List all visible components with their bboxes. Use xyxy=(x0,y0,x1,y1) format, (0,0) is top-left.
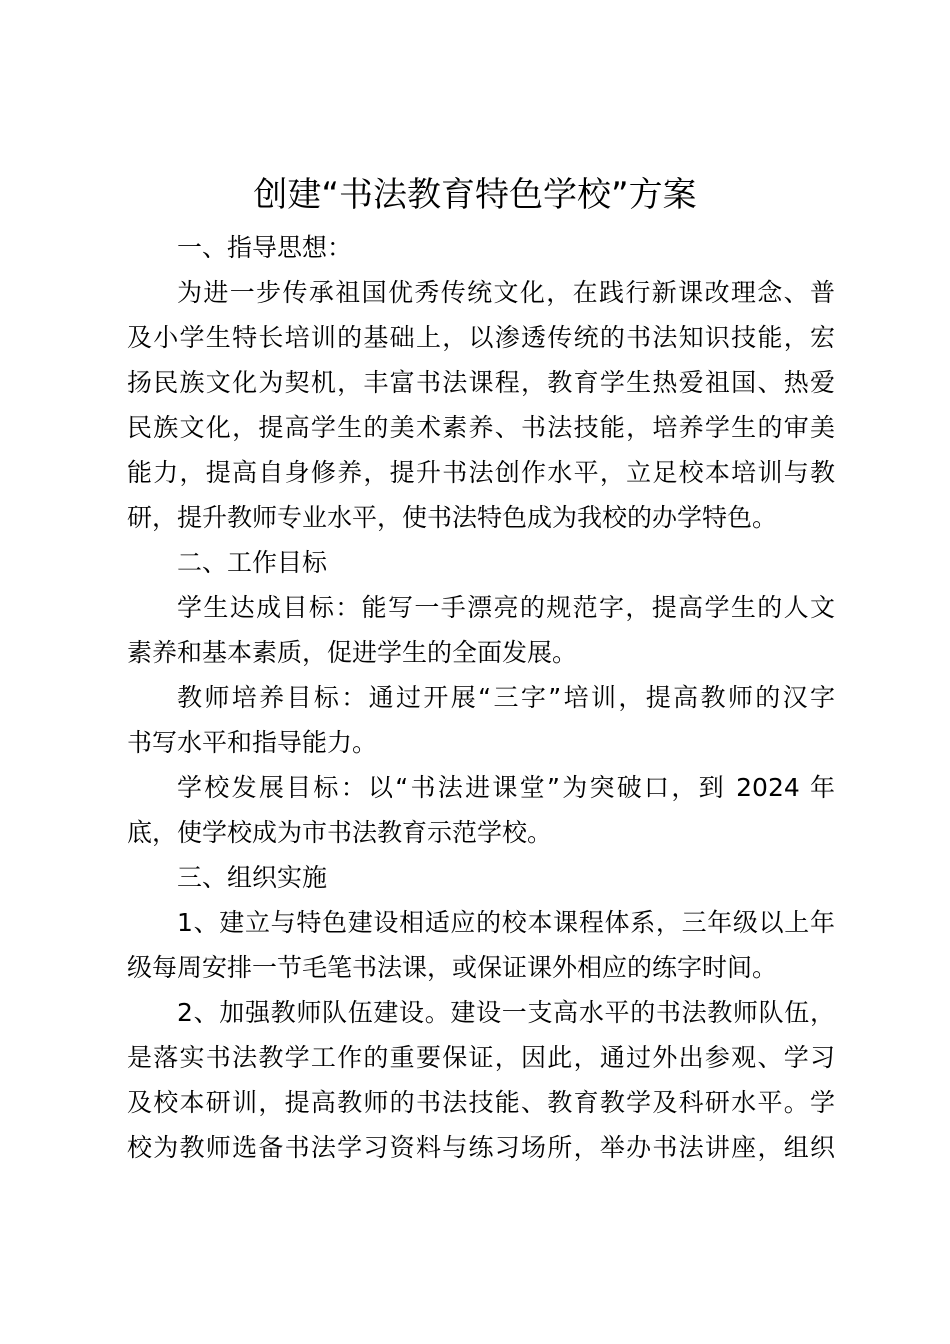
paragraph-line: 素养和基本素质，促进学生的全面发展。 xyxy=(127,638,578,667)
paragraph-line: 及校本研训，提高教师的书法技能、教育教学及科研水平。学 xyxy=(127,1088,835,1117)
paragraph-school-goal xyxy=(127,765,835,855)
heading-line: 三、组织实施 xyxy=(177,863,328,892)
paragraph-line: 为进一步传承祖国优秀传统文化，在践行新课改理念、普 xyxy=(177,278,835,307)
paragraph-line: 能力，提高自身修养，提升书法创作水平，立足校本培训与教 xyxy=(127,458,835,487)
section-heading-implementation xyxy=(127,855,835,900)
heading-line: 一、指导思想： xyxy=(177,233,353,262)
paragraph-line: 民族文化，提高学生的美术素养、书法技能，培养学生的审美 xyxy=(127,413,835,442)
paragraph-line: 校为教师选备书法学习资料与练习场所，举办书法讲座，组织 xyxy=(127,1133,835,1162)
paragraph-line: 研，提升教师专业水平，使书法特色成为我校的办学特色。 xyxy=(127,503,778,532)
paragraph-student-goal xyxy=(127,585,835,675)
paragraph-line: 级每周安排一节毛笔书法课，或保证课外相应的练字时间。 xyxy=(127,953,778,982)
section-heading-guiding-ideology xyxy=(127,225,835,270)
paragraph-line: 2、加强教师队伍建设。建设一支高水平的书法教师队伍， xyxy=(177,998,835,1027)
document-body xyxy=(127,225,835,1170)
paragraph-line: 扬民族文化为契机，丰富书法课程，教育学生热爱祖国、热爱 xyxy=(127,368,835,397)
paragraph-line: 学校发展目标：以“书法进课堂”为突破口，到 2024 年 xyxy=(177,773,835,802)
paragraph-teacher-goal xyxy=(127,675,835,765)
paragraph-line: 教师培养目标：通过开展“三字”培训，提高教师的汉字 xyxy=(177,683,835,712)
heading-line: 二、工作目标 xyxy=(177,548,328,577)
paragraph-line: 是落实书法教学工作的重要保证，因此，通过外出参观、学习 xyxy=(127,1043,835,1072)
document-title: 创建“书法教育特色学校”方案 xyxy=(253,175,697,215)
section-heading-work-goals xyxy=(127,540,835,585)
paragraph-line: 底，使学校成为市书法教育示范学校。 xyxy=(127,818,553,847)
paragraph-teacher-team xyxy=(127,990,835,1170)
paragraph-line: 及小学生特长培训的基础上，以渗透传统的书法知识技能，宏 xyxy=(127,323,835,352)
paragraph-line: 1、建立与特色建设相适应的校本课程体系，三年级以上年 xyxy=(177,908,835,937)
paragraph-line: 书写水平和指导能力。 xyxy=(127,728,378,757)
paragraph-guiding-ideology xyxy=(127,270,835,540)
paragraph-line: 学生达成目标：能写一手漂亮的规范字，提高学生的人文 xyxy=(177,593,835,622)
paragraph-curriculum-system xyxy=(127,900,835,990)
